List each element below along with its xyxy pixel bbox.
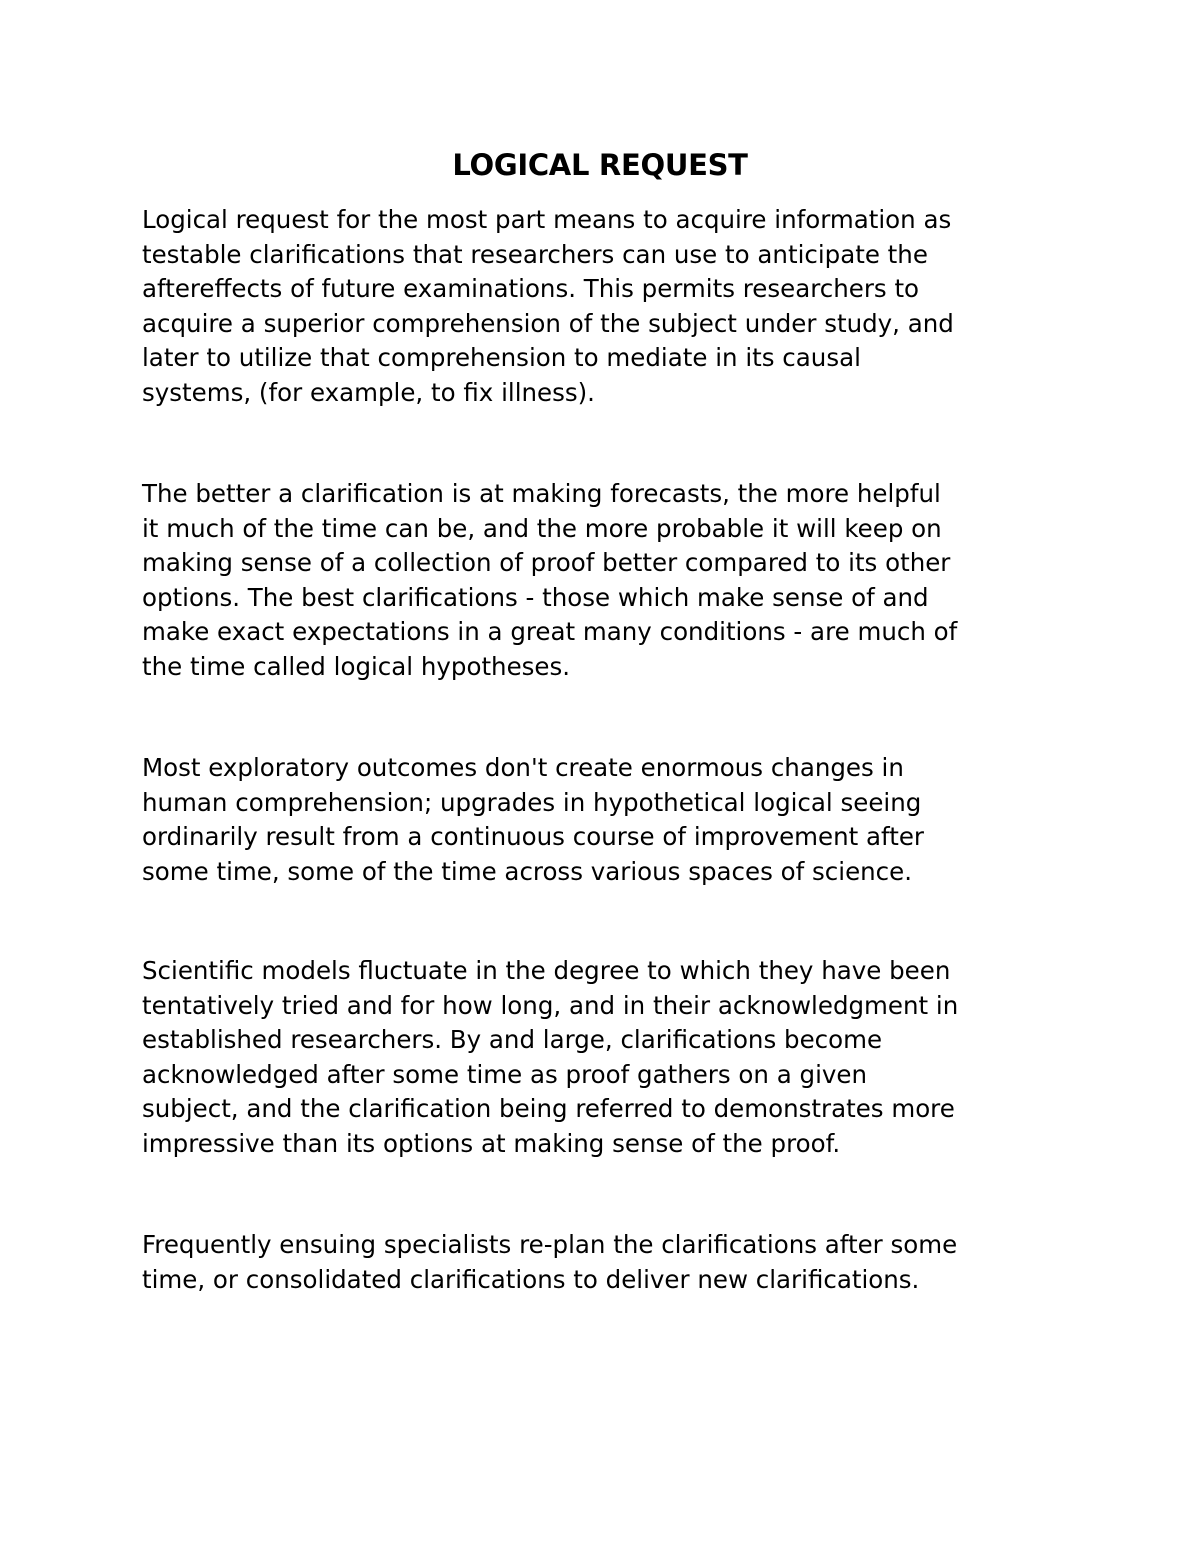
- paragraph-1: Logical request for the most part means to acquire information as testable clarifications that researchers can use to anticipate the aftereffects of future examinations. This permits researchers to acquire a superior comprehension of the subject under study, and later to utilize that comprehension to mediate in its causal systems, (for example, to fix illness).: [142, 205, 954, 407]
- document-title: LOGICAL REQUEST: [452, 148, 748, 182]
- paragraph-5: Frequently ensuing specialists re-plan the clarifications after some time, or consolidated clarifications to deliver new clarifications.: [142, 1230, 958, 1294]
- paragraph-4: Scientific models fluctuate in the degree to which they have been tentatively tried and for how long, and in their acknowledgment in established researchers. By and large, clarifications become acknowledged after some time as proof gathers on a given subject, and the clarification being referred to demonstrates more impressive than its options at making sense of the proof.: [142, 956, 959, 1158]
- paragraph-2: The better a clarification is at making forecasts, the more helpful it much of the time can be, and the more probable it will keep on making sense of a collection of proof better compared to its other options. The best clarifications - those which make sense of and make exact expectations in a great many conditions - are much of the time called logical hypotheses.: [142, 479, 958, 681]
- paragraph-3: Most exploratory outcomes don't create enormous changes in human comprehension; upgrades in hypothetical logical seeing ordinarily result from a continuous course of improvement after some time, some of the time across various spaces of science.: [142, 753, 924, 886]
